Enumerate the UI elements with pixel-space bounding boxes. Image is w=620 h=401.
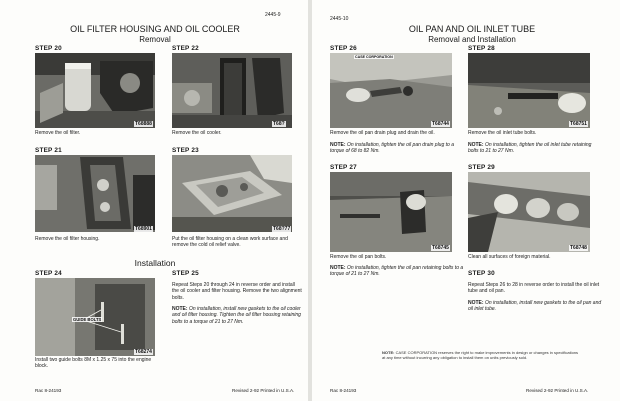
step-photo <box>172 155 292 232</box>
page-title: OIL FILTER HOUSING AND OIL COOLER <box>70 24 240 34</box>
note-label: NOTE: <box>330 142 346 148</box>
note-text: On installation, tighten the oil inlet tube retaining bolts to 21 to 27 Nm. <box>468 142 592 155</box>
note-label: NOTE: <box>468 142 484 148</box>
step-label: STEP 24 <box>35 270 62 277</box>
figure-number: T68274 <box>135 349 152 355</box>
step-label: STEP 23 <box>172 147 199 154</box>
figure-number: T68748 <box>570 245 587 251</box>
step-caption: Remove the oil cooler. <box>172 130 222 136</box>
step-caption: Install two guide bolts 8M x 1.25 x 75 into the engine block. <box>35 357 152 370</box>
step-label: STEP 28 <box>468 45 495 52</box>
step-caption: Put the oil filter housing on a clean work surface and remove the cold oil relief valve. <box>172 236 288 249</box>
page-subtitle: Removal <box>139 35 171 44</box>
footer-left: Rac 8-24193 <box>35 388 62 393</box>
step-label: STEP 27 <box>330 164 357 171</box>
step-note <box>330 142 465 155</box>
step-caption: Remove the oil inlet tube bolts. <box>468 130 537 136</box>
footer-left: Rac 8-24193 <box>330 388 357 393</box>
note-text: On installation, tighten the oil pan retaining bolts to a torque of 21 to 27 Nm. <box>330 265 464 278</box>
step-text: Repeat Steps 26 to 28 in reverse order to install the oil inlet tube and oil pan. <box>468 282 600 295</box>
step-label: STEP 25 <box>172 270 199 277</box>
step-note <box>468 300 603 313</box>
step-label: STEP 26 <box>330 45 357 52</box>
note-label: NOTE: <box>172 306 188 312</box>
step-note <box>468 142 603 155</box>
note-text: On installation, tighten the oil pan drain plug to a torque of 68 to 82 Nm. <box>330 142 454 155</box>
note-text: CASE CORPORATION reserves the right to make improvements in design or changes in specifications at any time without incurring any obligation to install them on units previously sold. <box>382 350 579 360</box>
note-label: NOTE: <box>468 300 484 306</box>
step-caption: Remove the oil pan bolts. <box>330 254 387 260</box>
step-label: STEP 21 <box>35 147 62 154</box>
section-heading: Installation <box>134 258 176 268</box>
step-photo <box>468 53 590 128</box>
left-page <box>0 0 308 401</box>
footer-right: Revised 2-92 Printed in U.S.A. <box>232 388 295 393</box>
note-text: On installation, install new gaskets to the oil cooler and oil filter housing. Tighten the oil filter housing retaining bolts to a torque of 21 to 27 Nm. <box>172 306 301 325</box>
figure-number: T68901 <box>135 226 152 232</box>
step-caption: Remove the oil filter housing. <box>35 236 100 242</box>
step-note <box>172 306 302 325</box>
photo-label: CASE CORPORATION <box>355 55 393 59</box>
step-photo <box>330 172 452 252</box>
note-text: On installation, install new gaskets to the oil pan and oil inlet tube. <box>468 300 602 313</box>
step-photo <box>172 53 292 128</box>
page-title: OIL PAN AND OIL INLET TUBE <box>408 24 536 34</box>
note-label: NOTE: <box>382 350 395 355</box>
step-photo <box>35 53 155 128</box>
disclaimer-note <box>382 350 582 360</box>
step-label: STEP 22 <box>172 45 199 52</box>
right-page <box>312 0 620 401</box>
step-label: STEP 20 <box>35 45 62 52</box>
step-note <box>330 265 465 278</box>
figure-number: T68?77 <box>273 226 291 232</box>
figure-number: T68? <box>273 121 285 127</box>
footer-right: Revised 2-92 Printed in U.S.A. <box>526 388 589 393</box>
figure-number: T68888 <box>135 121 152 127</box>
step-label: STEP 30 <box>468 270 495 277</box>
figure-number: T68744 <box>432 121 449 127</box>
photo-label: GUIDE BOLTS <box>73 317 102 322</box>
page-number: 2445-10 <box>330 16 349 22</box>
step-text: Repeat Steps 20 through 24 in reverse order and install the oil cooler and filter housing. Remove the two alignment bolts. <box>172 282 302 301</box>
step-caption: Remove the oil pan drain plug and drain the oil. <box>330 130 435 136</box>
step-caption: Remove the oil filter. <box>35 130 81 136</box>
step-caption: Clean all surfaces of foreign material. <box>468 254 551 260</box>
figure-number: T68751 <box>570 121 587 127</box>
step-photo <box>468 172 590 252</box>
page-number: 2445-9 <box>265 12 281 18</box>
note-label: NOTE: <box>330 265 346 271</box>
page-subtitle: Removal and Installation <box>428 35 516 44</box>
step-photo <box>330 53 452 128</box>
figure-number: T68745 <box>432 245 449 251</box>
step-photo <box>35 155 155 232</box>
step-label: STEP 29 <box>468 164 495 171</box>
